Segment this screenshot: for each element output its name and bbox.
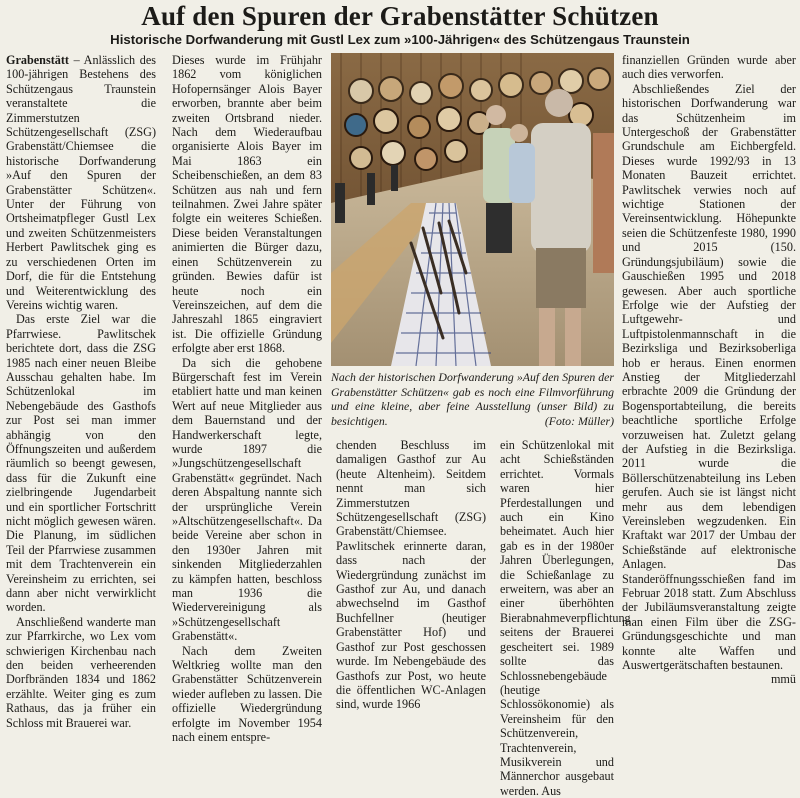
article-column-2 — [172, 53, 322, 745]
headline: Auf den Spuren der Grabenstätter Schützen — [141, 1, 659, 31]
paragraph — [622, 81, 796, 687]
paragraph-text: Abschließendes Ziel der historischen Dorfwanderung war das Schützenheim im Untergeschoß der Grabenstätter Grundschule am Eichbergfeld. Dieses wurde 1992/93 in 13 Monaten Bauzeit errichtet. Pawlitschek verwies noch auf wichtige Stationen der Vereinsentwicklung. Höhepunkte seien die Schützenfeste 1980, 1990 und 2015 (150. Gründungsjubiläum) sowie die Gauschießen 1995 und 2018 gewesen. Aber auch sportliche Erfolge wie der Aufstieg der Luftgewehr- und Luftpistolenmannschaft in die Bezirksliga und Bezirksoberliga hob er heraus. Einen enormen Anstieg der Mitgliederzahl erbrachte 2009 die Gründung der Bogensportabteilung, die bereits beachtliche sportliche Erfolge vorzuweisen hat. Zuletzt gelang der Aufstieg in die Bezirksliga. 2011 wurde die Böllerschützenabteilung ins Leben gerufen. Auch sie ist längst nicht mehr aus dem lebendigen Vereinsleben wegzudenken. Ein Kraftakt war 2017 der Umbau der Schießstände auf elektronische Anlagen. Das Standeröffnungsschießen fand im Februar 2018 statt. Zum Abschluss der Jubiläumsveranstaltung zeigte man einen Film über die ZSG-Gründungsgeschichte und man konnte alte Waffen und Auswertgerätschaften bestaunen. — [622, 81, 796, 673]
author-signature: mmü — [770, 672, 796, 687]
exhibition-photo — [331, 53, 614, 366]
paragraph: Da sich die gehobene Bürgerschaft fest im Verein etabliert hatte und man keinen Wert auf neue Mitglieder aus dem Bauernstand und der Handwerkerschaft legte, wurde 1897 die »Jungschützengesellschaft Grabenstätt« gegründet. Nach deren Abspaltung nannte sich der ursprüngliche Verein »Altschützengesellschaft«. Da beide Vereine aber schon in den 1930er Jahren mit sinkenden Mitgliederzahlen zu kämpfen hatten, beschloss man 1936 die Wiedervereinigung als »Schützengesellschaft Grabenstätt«. — [172, 355, 322, 644]
paragraph: Nach dem Zweiten Weltkrieg wollte man den Grabenstätter Schützenverein wieder aufleben zu lassen. Die offizielle Wiedergründung erfolgte im November 1954 nach einem entspre- — [172, 643, 322, 745]
paragraph: Anschließend wanderte man zur Pfarrkirche, wo Lex vom schwierigen Kirchenbau nach den beiden verheerenden Dorfbränden 1834 und 1862 erzählte. Weiter ging es zum Rathaus, das ja früher ein Schloss mit Brauerei war. — [6, 614, 156, 730]
photo-credit: (Foto: Müller) — [544, 413, 614, 428]
dateline: Grabenstätt — [6, 53, 69, 67]
paragraph-text: – Anlässlich des 100-jährigen Bestehens des Schützengaus Traunstein veranstaltete die Zimmerstutzen Schützengesellschaft (ZSG) Grabenstätt/Chiemsee die historische Dorfwanderung »Auf den Spuren der Grabenstätter Schützen«. Unter der Führung von Ortsheimatpfleger Gustl Lex und zweiten Schützenmeisters Herbert Pawlitschek ging es zu verschiedenen Orten im Dorf, die für die Entstehung und Weiterentwicklung des Vereins wichtig waren. — [6, 53, 156, 312]
subheadline: Historische Dorfwanderung mit Gustl Lex zum »100-Jährigen« des Schützengaus Traunstein — [110, 32, 690, 47]
article-column-4 — [500, 438, 631, 798]
paragraph — [6, 53, 156, 312]
paragraph: Dieses wurde im Frühjahr 1862 vom königlichen Hofopernsänger Alois Bayer erworben, brannte aber beim zweiten Ortsbrand nieder. Nach dem Wiederaufbau organisierte Alois Bayer im Mai 1863 ein Scheibenschießen, an dem 83 Schützen aus nah und fern teilnahmen. Zwei Jahre später folgte ein weiteres Schießen. Diese beiden Veranstaltungen animierten die Bürger dazu, einen Schützenverein zu gründen. Bewies dafür ist heute noch ein Vereinszeichen, auf dem die Jahreszahl 1865 eingraviert ist. Die offizielle Gründung erfolgte aber erst 1868. — [172, 53, 322, 356]
photo-caption — [331, 370, 614, 428]
article-column-3 — [336, 438, 486, 712]
photo-illustration — [331, 53, 614, 366]
paragraph: ein Schützenlokal mit acht Schießständen errichtet. Vormals waren hier Pferdestallungen und auch ein Kino beheimatet. Auch hier gab es in der 1980er Jahren Überlegungen, die Schießanlage zu erweitern, was aber an einer überhöhten Bierabnahmeverpflichtung seitens der Brauerei gescheitert sei. 1989 sollte das Schlossnebengebäude (heutige Schlossökonomie) als Vereinsheim für den Schützenverein, Trachtenverein, Musikverein und Männerchor ausgebaut werden. Aus — [500, 438, 631, 798]
paragraph: chenden Beschluss im damaligen Gasthof zur Au (heute Altenheim). Seitdem nennt man sich Zimmerstutzen Schützengesellschaft (ZSG) Grabenstätt/Chiemsee. Pawlitschek erinnerte daran, dass nach der Wiedergründung zunächst im Gasthof zur Au, und danach abwechselnd im Gasthof Buchfellner (heutiger Grabenstätter Hof) und Gasthof zur Post geschossen wurde. Im Nebengebäude des Gasthofs zur Post, wo heute die öffentlichen WC-Anlagen sind, wurde 1966 — [336, 438, 486, 712]
caption-text: Nach der historischen Dorfwanderung »Auf den Spuren der Grabenstätter Schützen« gab es noch eine Filmvorführung und eine kleine, aber feine Ausstellung (unser Bild) zu besichtigen. — [331, 370, 614, 428]
paragraph: finanziellen Gründen wurde aber auch dies verworfen. — [622, 53, 796, 82]
article-column-1 — [6, 53, 156, 730]
paragraph: Das erste Ziel war die Pfarrwiese. Pawlitschek berichtete dort, dass die ZSG 1985 nach einer neuen Bleibe Ausschau gehalten habe. Im Schützenlokal im Nebengebäude des Gasthofs zur Post sei man immer abhängig von den Öffnungszeiten und außerdem räumlich so beengt gewesen, dass für die Zukunft eine zielbringende Jugendarbeit und ein sportlicher Fortschritt nicht möglich gewesen wären. Die Planung, im südlichen Teil der Pfarrwiese zusammen mit dem Trachtenverein ein Vereinsheim zu errichten, sei dann aber nicht verwirklicht worden. — [6, 312, 156, 615]
article-column-5 — [622, 53, 796, 687]
